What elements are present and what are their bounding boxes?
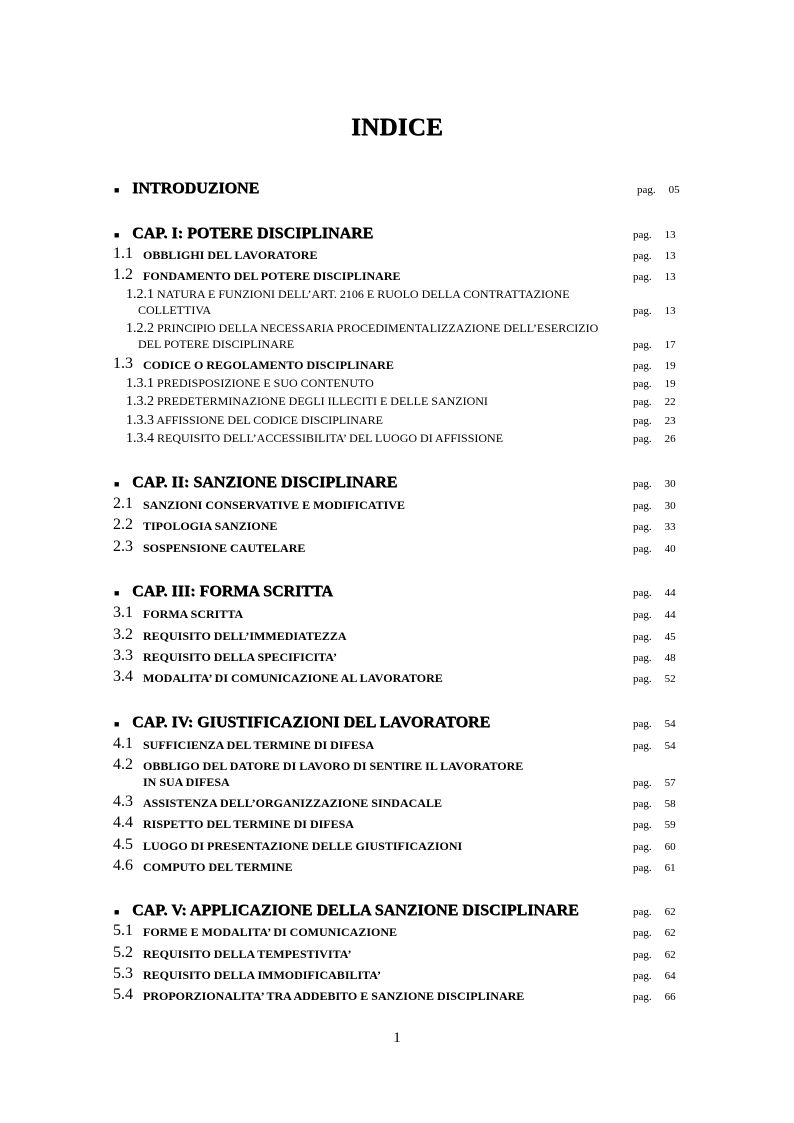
toc-entry-3-4[interactable] [0,670,794,690]
toc-entry-3-3[interactable] [0,649,794,669]
toc-page-ref: pag. 23 [633,415,676,427]
toc-page-ref: pag. 44 [633,609,676,621]
toc-page-ref: pag. 54 [633,718,676,730]
subsection-label: 1.3.1 PREDISPOSIZIONE E SUO CONTENUTO [126,376,374,391]
page-number: 1 [393,1030,401,1046]
bullet-icon: ■ [114,719,120,729]
toc-page-ref: pag. 44 [633,587,676,599]
section-label: ASSISTENZA DELL’ORGANIZZAZIONE SINDACALE [143,796,442,810]
section-number: 1.2 [113,266,133,283]
section-label: FONDAMENTO DEL POTERE DISCIPLINARE [143,269,401,283]
subsection-label: 1.2.1 NATURA E FUNZIONI DELL’ART. 2106 E RUOLO DELLA CONTRATTAZIONE [126,287,570,302]
toc-page-ref: pag. 45 [633,631,676,643]
toc-entry-cap-2[interactable] [0,474,794,494]
toc-page-ref: pag. 61 [633,862,676,874]
section-number: 4.2 [113,756,133,773]
toc-page-ref: pag. 62 [633,906,676,918]
section-number: 5.4 [113,986,133,1003]
toc-entry-cap-5[interactable] [0,902,794,922]
section-label: COMPUTO DEL TERMINE [143,860,293,874]
toc-entry-4-4[interactable] [0,816,794,836]
toc-page-ref: pag. 22 [633,396,676,408]
toc-entry-1-2-1-cont[interactable] [0,303,794,323]
toc-page-ref: pag. 19 [633,378,676,390]
section-number: 4.4 [113,814,133,831]
toc-entry-1-3-3[interactable] [0,413,794,433]
toc-page-ref: pag. 19 [633,360,676,372]
section-label: TIPOLOGIA SANZIONE [143,519,278,533]
bullet-icon: ■ [114,588,120,598]
toc-page-ref: pag. 30 [633,500,676,512]
subsection-label-continued: DEL POTERE DISCIPLINARE [138,337,295,351]
section-number: 3.4 [113,668,133,685]
toc-page-ref: pag. 33 [633,521,676,533]
section-label: OBBLIGHI DEL LAVORATORE [143,248,318,262]
toc-entry-3-1[interactable] [0,606,794,626]
section-number: 4.6 [113,857,133,874]
toc-page-ref: pag. 62 [633,927,676,939]
toc-page-ref: pag. 48 [633,652,676,664]
section-label: FORME E MODALITA’ DI COMUNICAZIONE [143,925,397,939]
toc-entry-cap-4[interactable] [0,714,794,734]
toc-entry-1-2-2-cont[interactable] [0,337,794,357]
section-number: 3.3 [113,647,133,664]
toc-page-ref: pag. 60 [633,841,676,853]
section-number: 4.1 [113,735,133,752]
section-label: MODALITA’ DI COMUNICAZIONE AL LAVORATORE [143,671,443,685]
toc-entry-cap-3[interactable] [0,583,794,603]
toc-entry-5-3[interactable] [0,967,794,987]
section-label: REQUISITO DELLA IMMODIFICABILITA’ [143,968,382,982]
toc-chapter-label: CAP. II: SANZIONE DISCIPLINARE [132,474,398,491]
bullet-icon: ■ [114,907,120,917]
toc-page-ref: pag. 05 [637,184,680,196]
toc-page-ref: pag. 62 [633,949,676,961]
section-label: CODICE O REGOLAMENTO DISCIPLINARE [143,358,394,372]
toc-page-ref: pag. 52 [633,673,676,685]
toc-page-ref: pag. 64 [633,970,676,982]
toc-page-ref: pag. 13 [633,305,676,317]
toc-page-ref: pag. 13 [633,271,676,283]
section-number: 4.3 [113,793,133,810]
toc-chapter-label: CAP. I: POTERE DISCIPLINARE [132,225,374,242]
section-number: 1.1 [113,245,133,262]
toc-entry-1-3[interactable] [0,357,794,377]
toc-entry-3-2[interactable] [0,628,794,648]
toc-page-ref: pag. 26 [633,433,676,445]
section-number: 3.2 [113,626,133,643]
toc-page-ref: pag. 13 [633,229,676,241]
section-number: 5.1 [113,922,133,939]
section-label: OBBLIGO DEL DATORE DI LAVORO DI SENTIRE IL LAVORATORE [143,759,524,773]
subsection-label: 1.3.2 PREDETERMINAZIONE DEGLI ILLECITI E DELLE SANZIONI [126,394,488,409]
subsection-label: 1.3.3 AFFISSIONE DEL CODICE DISCIPLINARE [126,413,383,428]
toc-page-ref: pag. 59 [633,819,676,831]
bullet-icon: ■ [114,185,120,195]
toc-chapter-label: CAP. IV: GIUSTIFICAZIONI DEL LAVORATORE [132,714,491,731]
toc-page-ref: pag. 54 [633,740,676,752]
section-label: SANZIONI CONSERVATIVE E MODIFICATIVE [143,498,405,512]
toc-entry-1-3-4[interactable] [0,431,794,451]
bullet-icon: ■ [114,479,120,489]
toc-entry-2-2[interactable] [0,518,794,538]
toc-entry-1-3-1[interactable] [0,376,794,396]
subsection-label-continued: COLLETTIVA [138,303,212,317]
toc-entry-1-3-2[interactable] [0,394,794,414]
toc-chapter-label: CAP. V: APPLICAZIONE DELLA SANZIONE DISCIPLINARE [132,902,579,919]
toc-chapter-label: CAP. III: FORMA SCRITTA [132,583,333,600]
section-number: 2.3 [113,538,133,555]
subsection-label: 1.3.4 REQUISITO DELL’ACCESSIBILITA’ DEL LUOGO DI AFFISSIONE [126,431,504,446]
bullet-icon: ■ [114,230,120,240]
toc-entry-4-3[interactable] [0,795,794,815]
toc-entry-cap-1[interactable] [0,225,794,245]
section-number: 5.2 [113,944,133,961]
toc-entry-4-1[interactable] [0,737,794,757]
toc-entry-1-1[interactable] [0,247,794,267]
section-label: REQUISITO DELLA TEMPESTIVITA’ [143,947,352,961]
section-number: 5.3 [113,965,133,982]
toc-entry-4-5[interactable] [0,838,794,858]
section-label: REQUISITO DELL’IMMEDIATEZZA [143,629,347,643]
toc-page-ref: pag. 17 [633,339,676,351]
toc-entry-introduzione[interactable] [0,180,794,200]
toc-page-ref: pag. 40 [633,543,676,555]
page-title: INDICE [350,114,444,141]
section-label: SOSPENSIONE CAUTELARE [143,541,306,555]
section-label: REQUISITO DELLA SPECIFICITA’ [143,650,338,664]
toc-page-ref: pag. 30 [633,478,676,490]
toc-entry-4-6[interactable] [0,859,794,879]
toc-page-ref: pag. 13 [633,250,676,262]
toc-page-ref: pag. 66 [633,991,676,1003]
section-label: SUFFICIENZA DEL TERMINE DI DIFESA [143,738,375,752]
toc-entry-4-2-cont[interactable] [0,775,794,795]
section-number: 1.3 [113,355,133,372]
section-number: 4.5 [113,836,133,853]
toc-chapter-label: INTRODUZIONE [132,180,260,197]
section-label: LUOGO DI PRESENTAZIONE DELLE GIUSTIFICAZIONI [143,839,463,853]
toc-entry-2-3[interactable] [0,540,794,560]
section-label: FORMA SCRITTA [143,607,244,621]
toc-page-ref: pag. 57 [633,777,676,789]
toc-entry-5-4[interactable] [0,988,794,1008]
toc-entry-5-1[interactable] [0,924,794,944]
toc-entry-5-2[interactable] [0,946,794,966]
toc-entry-1-2[interactable] [0,268,794,288]
section-label: PROPORZIONALITA’ TRA ADDEBITO E SANZIONE DISCIPLINARE [143,989,525,1003]
subsection-label: 1.2.2 PRINCIPIO DELLA NECESSARIA PROCEDIMENTALIZZAZIONE DELL’ESERCIZIO [126,321,599,336]
toc-page-ref: pag. 58 [633,798,676,810]
section-label-continued: IN SUA DIFESA [143,775,230,789]
section-number: 3.1 [113,604,133,621]
section-number: 2.2 [113,516,133,533]
section-number: 2.1 [113,495,133,512]
section-label: RISPETTO DEL TERMINE DI DIFESA [143,817,354,831]
toc-entry-2-1[interactable] [0,497,794,517]
